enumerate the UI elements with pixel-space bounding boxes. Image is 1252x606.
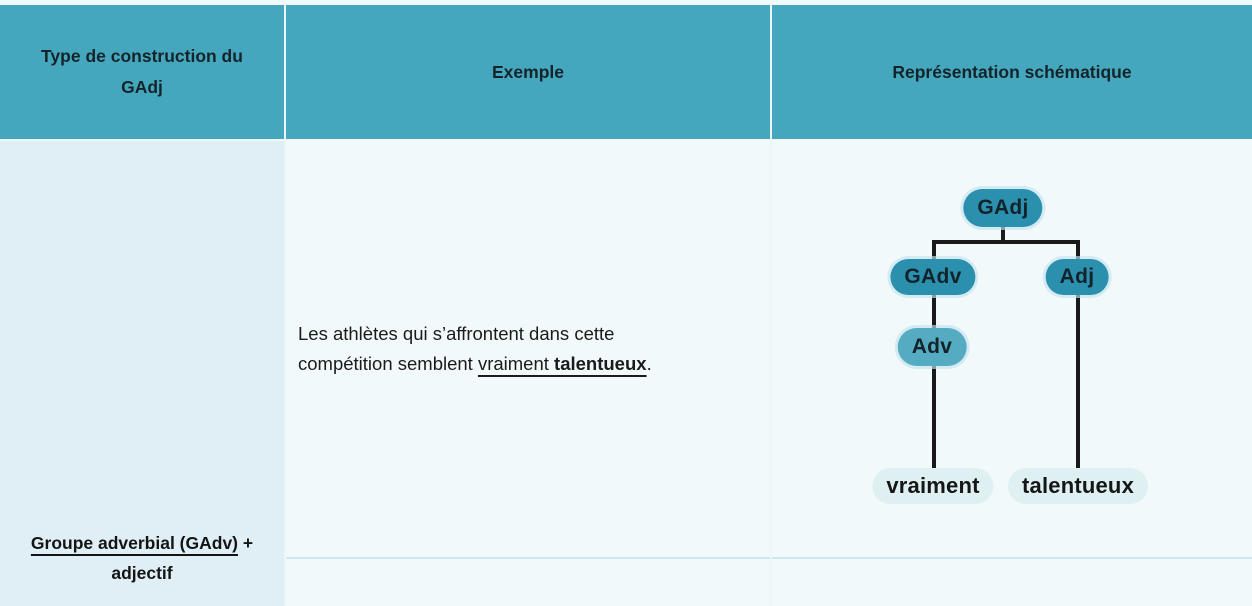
construction-line-2: adjectif [111, 563, 173, 583]
header-cell-exemple [286, 5, 770, 139]
construction-line-1: Groupe adverbial (GAdv) + [30, 533, 254, 553]
example-sentence [298, 319, 770, 379]
tree-leaf-talentueux: talentueux [1008, 468, 1148, 504]
header-cell-representation [772, 5, 1252, 139]
header-label-exemple: Exemple [492, 61, 564, 82]
cell-schematic-next-row [772, 559, 1252, 606]
tree-node-adj: Adj [1046, 259, 1109, 295]
construction-type-label [0, 528, 284, 588]
cell-example-next-row [286, 559, 770, 606]
tree-node-gadv: GAdv [890, 259, 975, 295]
tree-node-gadj: GAdj [963, 189, 1042, 227]
example-line-1: Les athlètes qui s’affrontent dans cette [298, 323, 615, 344]
header-column-divider-2 [770, 5, 772, 139]
header-label-type-construction: Type de construction du GAdj [41, 46, 243, 97]
body-column-divider-2 [770, 141, 772, 606]
body-column-divider-1 [284, 141, 286, 606]
header-cell-type-construction [0, 5, 284, 139]
bold-adjective: talentueux [554, 353, 647, 374]
tree-edge-horizontal [932, 240, 1080, 244]
construction-underlined: Groupe adverbial (GAdv) [30, 533, 239, 553]
example-line-2: compétition semblent vraiment talentueux. [298, 353, 652, 374]
tree-leaf-vraiment: vraiment [872, 468, 993, 504]
tree-node-adv: Adv [898, 328, 967, 366]
underlined-phrase: vraiment talentueux [477, 353, 647, 374]
header-column-divider-1 [284, 5, 286, 139]
cell-example [286, 141, 770, 557]
header-label-representation: Représentation schématique [892, 61, 1132, 82]
